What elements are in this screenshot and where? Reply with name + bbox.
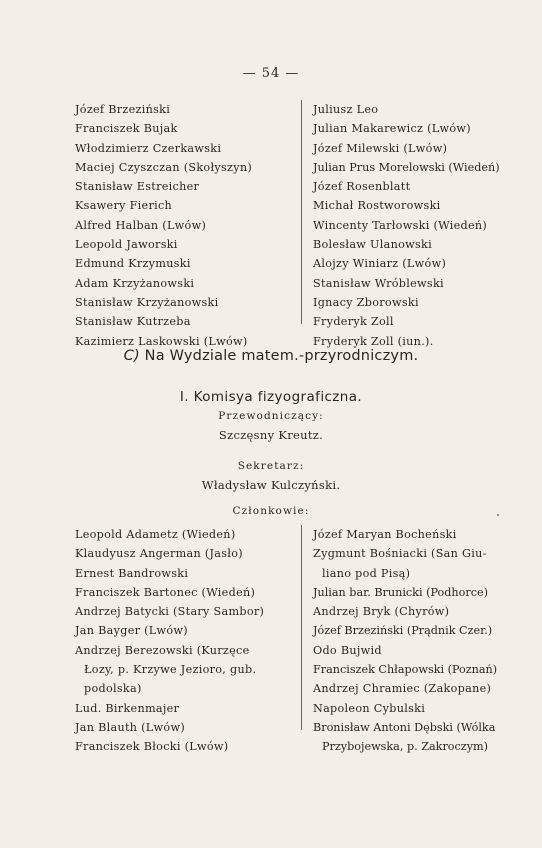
list-item: Julian Prus Morelowski (Wiedeń)	[313, 160, 500, 174]
list-item: Jan Bayger (Lwów)	[75, 624, 188, 638]
list-item: Franciszek Bujak	[75, 122, 178, 136]
list-item: liano pod Pisą)	[322, 566, 411, 580]
secretary-label: Sekretarz:	[237, 460, 305, 472]
list-item: Leopold Adametz (Wiedeń)	[75, 528, 236, 541]
members-label: Członkowie:	[232, 505, 310, 517]
list-item: Stanisław Kutrzeba	[75, 315, 191, 329]
list-item: Franciszek Błocki (Lwów)	[75, 740, 229, 754]
top-list-right-column	[313, 100, 513, 351]
list-item: Andrzej Bryk (Chyrów)	[313, 605, 450, 619]
list-item: Franciszek Bartonec (Wiedeń)	[75, 585, 256, 599]
list-item: Lud. Birkenmajer	[75, 701, 180, 715]
list-item: Bronisław Antoni Dębski (Wólka	[313, 720, 496, 734]
list-item: Włodzimierz Czerkawski	[75, 141, 222, 155]
list-item: Alojzy Winiarz (Lwów)	[313, 257, 447, 271]
list-item: Franciszek Chłapowski (Poznań)	[313, 663, 498, 677]
list-item: Ernest Bandrowski	[75, 566, 189, 580]
members-right-column	[313, 525, 513, 757]
list-item: Edmund Krzymuski	[75, 257, 191, 271]
list-item: Stanisław Wróblewski	[313, 276, 444, 290]
list-item: Andrzej Batycki (Stary Sambor)	[75, 605, 265, 619]
section-heading	[0, 348, 542, 364]
list-item: Józef Rosenblatt	[313, 180, 411, 194]
list-item: Józef Brzeziński	[75, 103, 171, 116]
list-item: Juliusz Leo	[313, 103, 379, 116]
list-item: Józef Maryan Bocheński	[313, 528, 457, 541]
secretary-name: Władysław Kulczyński.	[201, 478, 341, 492]
list-item: Kazimierz Laskowski (Lwów)	[75, 334, 248, 348]
top-list-left-column	[75, 100, 297, 351]
ink-speck	[497, 514, 499, 516]
list-item: Andrzej Berezowski (Kurzęce	[75, 643, 250, 657]
list-item: Julian Makarewicz (Lwów)	[313, 122, 471, 136]
list-item: Maciej Czyszczan (Skołyszyn)	[75, 160, 253, 174]
list-item: Przybojewska, p. Zakroczym)	[322, 740, 488, 754]
members-list	[0, 525, 542, 754]
chair-label: Przewodniczący:	[218, 410, 324, 422]
list-item: podolska)	[84, 682, 142, 696]
list-item: Stanisław Krzyżanowski	[75, 295, 219, 309]
list-item: Andrzej Chramiec (Zakopane)	[313, 682, 492, 696]
list-item: Odo Bujwid	[313, 643, 382, 657]
list-item: Michał Rostworowski	[313, 199, 441, 213]
list-item: Julian bar. Brunicki (Podhorce)	[313, 585, 488, 599]
list-item: Adam Krzyżanowski	[75, 276, 195, 290]
list-item: Józef Milewski (Lwów)	[313, 141, 448, 155]
members-left-column	[75, 525, 297, 757]
list-item: Ksawery Fierich	[75, 199, 173, 213]
list-item: Jan Blauth (Lwów)	[75, 720, 185, 734]
list-item: Stanisław Estreicher	[75, 180, 200, 194]
list-item: Ignacy Zborowski	[313, 295, 419, 309]
list-item: Fryderyk Zoll (iun.).	[313, 334, 434, 348]
column-divider	[301, 100, 302, 324]
list-item: Wincenty Tarłowski (Wiedeń)	[313, 218, 488, 232]
column-divider	[301, 525, 302, 730]
list-item: Bolesław Ulanowski	[313, 238, 433, 252]
section-title: Na Wydziale matem.-przyrodniczym.	[144, 348, 419, 364]
list-item: Klaudyusz Angerman (Jasło)	[75, 547, 243, 561]
list-item: Leopold Jaworski	[75, 238, 178, 252]
top-name-list	[0, 100, 542, 348]
list-item: Zygmunt Bośniacki (San Giu-	[313, 547, 487, 561]
commission-title: I. Komisya fizyograficzna.	[179, 389, 363, 405]
list-item: Napoleon Cybulski	[313, 701, 426, 715]
list-item: Łozy, p. Krzywe Jezioro, gub.	[84, 663, 257, 677]
list-item: Fryderyk Zoll	[313, 315, 394, 329]
chair-name: Szczęsny Kreutz.	[218, 428, 324, 442]
list-item: Józef Brzeziński (Prądnik Czer.)	[313, 624, 493, 638]
list-item: Alfred Halban (Lwów)	[75, 218, 207, 232]
section-letter: C)	[123, 348, 140, 364]
page-number: — 54 —	[242, 66, 300, 81]
